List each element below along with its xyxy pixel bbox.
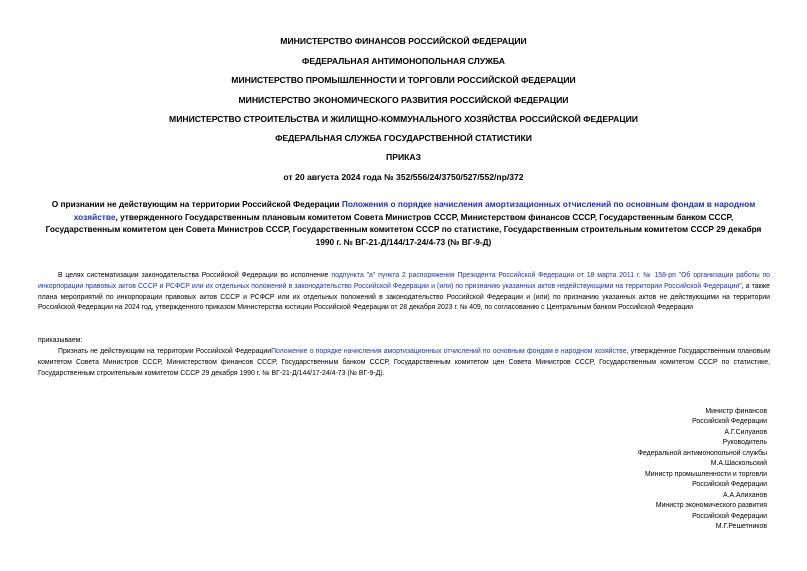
signature-line: Федеральной антимонопольной службы: [637, 449, 767, 457]
signature-line: М.Г.Решетников: [715, 522, 767, 530]
ministry-finance-heading: МИНИСТЕРСТВО ФИНАНСОВ РОССИЙСКОЙ ФЕДЕРАЦИИ: [280, 36, 527, 46]
mineconom-heading: МИНИСТЕРСТВО ЭКОНОМИЧЕСКОГО РАЗВИТИЯ РОССИЙСКОЙ ФЕДЕРАЦИИ: [238, 95, 569, 105]
preamble-end: , а также плана мероприятий по инкорпорации правовых актов СССР и РСФСР или их отдельных положений в законодательство Российской Федерации и (или) по признанию указанных актов не действующими на территории Российской Федерации на 2024 год, утвержденного приказом Министерства юстиции Российской Федерации от 28 декабря 2023 г. № 409, по согласованию с Центральным банком Российской Федерации: [38, 282, 770, 312]
document-title: [36, 198, 771, 248]
signature-line: Министр промышленности и торговли: [645, 470, 767, 478]
order-start: Признать не действующим на территории Российской Федерации: [58, 348, 272, 355]
signatures-block: [467, 407, 767, 532]
signature-line: Руководитель: [722, 439, 767, 447]
signature-line: М.А.Шаскольский: [710, 460, 767, 468]
signature-line: Российской Федерации: [692, 481, 767, 489]
signature-line: А.Г.Силуанов: [724, 428, 767, 436]
order-paragraph: [38, 347, 770, 379]
rosstat-heading: ФЕДЕРАЛЬНАЯ СЛУЖБА ГОСУДАРСТВЕННОЙ СТАТИСТИКИ: [275, 133, 532, 143]
doc-date: от 20 августа 2024 года № 352/556/24/3750/527/552/пр/372: [283, 172, 524, 182]
title-prefix: О признании не действующим на территории Российской Федерации: [51, 199, 342, 209]
minpromtorg-heading: МИНИСТЕРСТВО ПРОМЫШЛЕННОСТИ И ТОРГОВЛИ РОССИЙСКОЙ ФЕДЕРАЦИИ: [231, 75, 576, 85]
doc-type-heading: ПРИКАЗ: [386, 152, 421, 162]
order-word: приказываем:: [38, 337, 83, 344]
signature-line: Российской Федерации: [692, 512, 767, 520]
signature-line: Российской Федерации: [692, 418, 767, 426]
decree-link[interactable]: подпункта "а" пункта 2 распоряжения Президента Российской Федерации от 18 марта 2011 г. № 158-рп "Об организации работы по инкорпорации правовых актов СССР и РСФСР или их отдельных положений в законодательство Российской Федерации и (или) по признанию указанных актов недействующими на территории Российской Федерации": [38, 272, 771, 290]
regulation-link[interactable]: Положение о порядке начисления амортизационных отчислений по основным фондам в народном хозяйстве: [271, 348, 627, 355]
minstroy-heading: МИНИСТЕРСТВО СТРОИТЕЛЬСТВА И ЖИЛИЩНО-КОММУНАЛЬНОГО ХОЗЯЙСТВА РОССИЙСКОЙ ФЕДЕРАЦИИ: [169, 114, 638, 124]
signature-line: А.А.Алиханов: [723, 491, 767, 499]
order-end: , утвержденное Государственным плановым комитетом Совета Министров СССР, Министерством финансов СССР, Государственным банком СССР, Государственным комитетом цен Совета Министров СССР, Государственным комитетом СССР по статистике, Государственным строительным комитетом СССР 29 декабря 1990 г. № ВГ-21-Д/144/17-24/4-73 (№ ВГ-9-Д).: [38, 348, 770, 377]
signature-line: Министр финансов: [705, 408, 767, 415]
preamble-start: В целях систематизации законодательства Российской Федерации во исполнение: [58, 272, 332, 279]
signature-line: Министр экономического развития: [655, 502, 767, 510]
title-link[interactable]: Положения о порядке начисления амортизационных отчислений по основным фондам в народном хозяйстве: [73, 199, 756, 222]
title-suffix: , утвержденного Государственным плановым комитетом Совета Министров СССР, Министерством финансов СССР, Государственным банком СССР, Государственным комитетом цен Совета Министров СССР, Государственным комитетом СССР по статистике, Государственным строительным комитетом СССР 29 декабря 1990 г. № ВГ-21-Д/144/17-24/4-73 (№ ВГ-9-Д): [45, 211, 762, 247]
preamble-paragraph: [38, 271, 770, 314]
fas-heading: ФЕДЕРАЛЬНАЯ АНТИМОНОПОЛЬНАЯ СЛУЖБА: [302, 56, 505, 66]
